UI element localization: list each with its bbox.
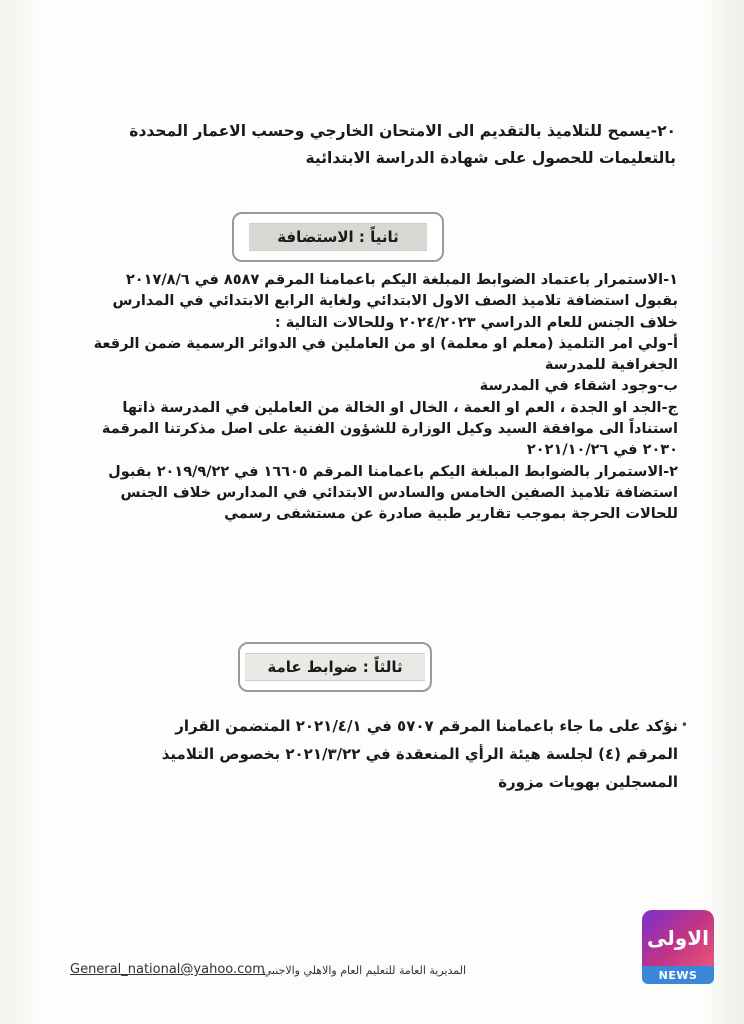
text-line: نؤكد على ما جاء باعمامنا المرقم ٥٧٠٧ في ٢٠٢١/٤/١ المتضمن القرار — [175, 717, 678, 735]
footer-directorate: المديرية العامة للتعليم العام والاهلي والاجنبي — [262, 964, 466, 977]
text-line: خلاف الجنس للعام الدراسي ٢٠٢٤/٢٠٢٣ وللحالات التالية : — [274, 314, 678, 331]
section-general-rules-heading-box — [238, 642, 432, 692]
text-line: بقبول استضافة تلاميذ الصف الاول الابتدائي ولغاية الرابع الابتدائي في المدارس — [112, 293, 678, 310]
section-general-rules-heading: ثالثاً : ضوابط عامة — [245, 653, 424, 681]
text-line: المسجلين بهويات مزورة — [498, 773, 678, 791]
text-line: أ-ولي امر التلميذ (معلم او معلمة) او من العاملين في الدوائر الرسمية ضمن الرقعة — [93, 335, 678, 352]
text-line: المرقم (٤) لجلسة هيئة الرأي المنعقدة في ٢٠٢١/٣/٢٢ بخصوص التلاميذ — [161, 745, 678, 763]
logo-arabic-text: الاولى — [642, 910, 714, 966]
text-line: ٢٠-يسمح للتلاميذ بالتقديم الى الامتحان الخارجي وحسب الاعمار المحددة — [129, 122, 676, 140]
logo-news-text: NEWS — [642, 966, 714, 984]
footer-email-link[interactable]: General_national@yahoo.com — [70, 962, 265, 977]
text-line: ١-الاستمرار باعتماد الضوابط المبلغة اليكم باعمامنا المرقم ٨٥٨٧ في ٢٠١٧/٨/٦ — [125, 272, 678, 288]
section-general-rules-body — [78, 712, 678, 796]
text-line: ٢٠٣٠ في ٢٠٢١/١٠/٢٦ — [526, 442, 678, 459]
text-line: استضافة تلاميذ الصفين الخامس والسادس الابتدائي في المدارس خلاف الجنس — [120, 484, 678, 501]
text-line: ب-وجود اشقاء في المدرسة — [479, 378, 678, 395]
section-hosting-heading-box — [232, 212, 444, 262]
news-logo-watermark — [642, 910, 714, 984]
paragraph-age-exam — [56, 118, 676, 172]
section-hosting-body — [48, 270, 678, 526]
text-line: ٢-الاستمرار بالضوابط المبلغة اليكم باعمامنا المرقم ١٦٦٠٥ في ٢٠١٩/٩/٢٢ بقبول — [108, 463, 678, 480]
text-line: بالتعليمات للحصول على شهادة الدراسة الابتدائية — [305, 149, 676, 167]
text-line: استناداً الى موافقة السيد وكيل الوزارة للشؤون الفنية على اصل مذكرتنا المرقمة — [101, 421, 678, 438]
bullet-icon: • — [680, 718, 688, 732]
text-line: للحالات الحرجة بموجب تقارير طبية صادرة عن مستشفى رسمي — [224, 506, 678, 523]
text-line: الجغرافية للمدرسة — [544, 357, 678, 374]
text-line: ج-الجد او الجدة ، العم او العمة ، الخال او الخالة من العاملين في المدرسة ذاتها — [122, 399, 678, 416]
section-hosting-heading: ثانياً : الاستضافة — [249, 223, 427, 251]
